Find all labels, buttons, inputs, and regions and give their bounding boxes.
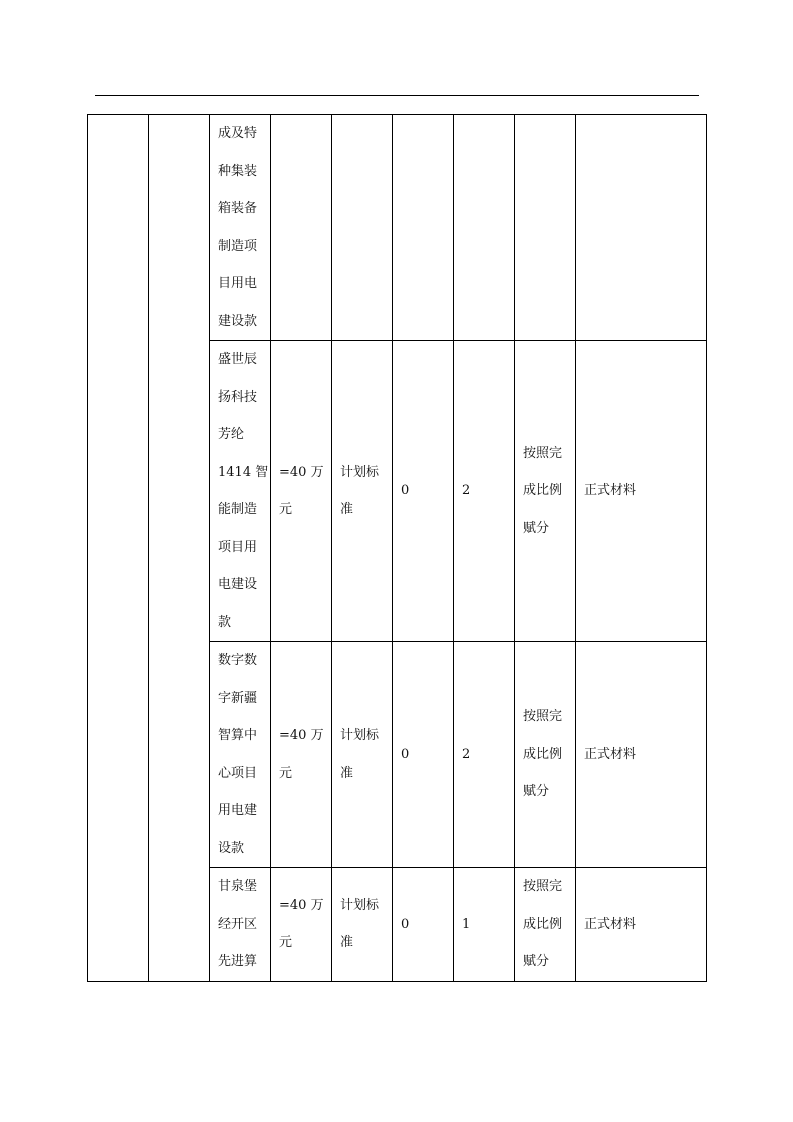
- material-type-cell: [576, 115, 707, 341]
- max-score-cell: 2: [454, 341, 515, 642]
- target-amount-cell: =40 万 元: [271, 341, 332, 642]
- scoring-rule-cell: [515, 115, 576, 341]
- material-type-cell: 正式材料: [576, 868, 707, 982]
- target-amount-cell: [271, 115, 332, 341]
- target-amount-cell: =40 万 元: [271, 642, 332, 868]
- scoring-basis-cell: 计划标 准: [332, 341, 393, 642]
- max-score-cell: [454, 115, 515, 341]
- scoring-basis-cell: [332, 115, 393, 341]
- scoring-rule-cell: 按照完 成比例 赋分: [515, 642, 576, 868]
- target-amount-cell: =40 万 元: [271, 868, 332, 982]
- max-score-cell: 1: [454, 868, 515, 982]
- scoring-basis-cell: 计划标 准: [332, 642, 393, 868]
- project-name-cell: 盛世辰 扬科技 芳纶 1414 智 能制造 项目用 电建设 款: [210, 341, 271, 642]
- header-rule: [95, 95, 699, 96]
- project-name-cell: 甘泉堡 经开区 先进算: [210, 868, 271, 982]
- project-name-cell: 成及特 种集装 箱装备 制造项 目用电 建设款: [210, 115, 271, 341]
- table-row: [88, 115, 707, 341]
- category-cell-level2: [149, 115, 210, 982]
- scoring-rule-cell: 按照完 成比例 赋分: [515, 868, 576, 982]
- material-type-cell: 正式材料: [576, 341, 707, 642]
- min-score-cell: 0: [393, 642, 454, 868]
- category-cell-level1: [88, 115, 149, 982]
- max-score-cell: 2: [454, 642, 515, 868]
- scoring-basis-cell: 计划标 准: [332, 868, 393, 982]
- scoring-rule-cell: 按照完 成比例 赋分: [515, 341, 576, 642]
- min-score-cell: 0: [393, 341, 454, 642]
- project-name-cell: 数字数 字新疆 智算中 心项目 用电建 设款: [210, 642, 271, 868]
- assessment-table: [87, 114, 707, 982]
- min-score-cell: [393, 115, 454, 341]
- material-type-cell: 正式材料: [576, 642, 707, 868]
- min-score-cell: 0: [393, 868, 454, 982]
